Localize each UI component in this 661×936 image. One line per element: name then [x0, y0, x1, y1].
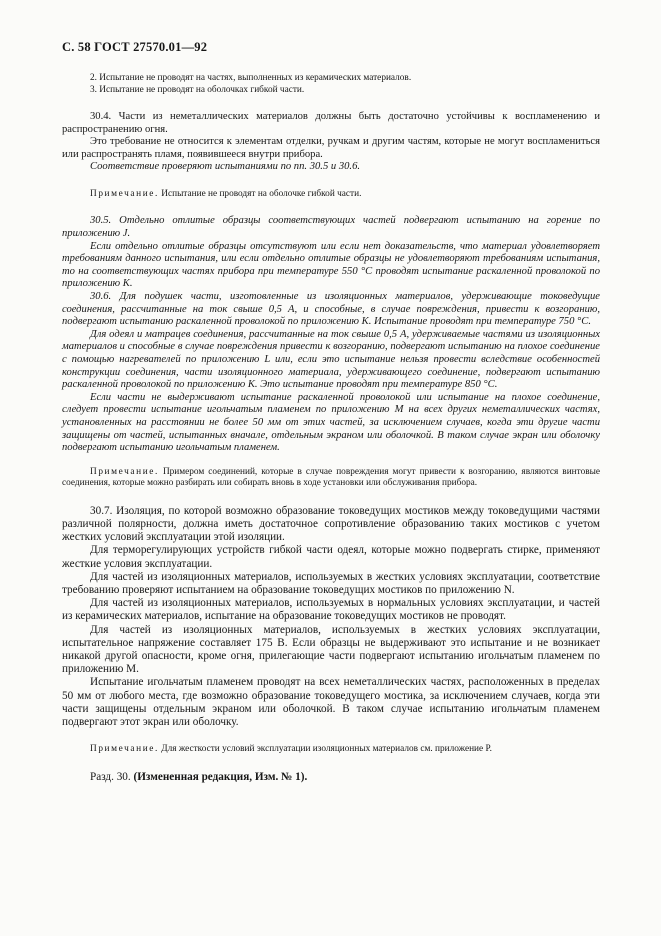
clause-30-6: 30.6. Для подушек части, изготовленные из изоляционных материалов, удерживающие токоведущие соединения, рассчитанные на ток свыше 0,5 А, и способные, в случае повреждения, привести к возгоранию, подвергают испытанию раскаленной проволокой по приложению K. Испытание проводят при температуре 750 °С. [62, 291, 600, 328]
clause-30-7-p6: Испытание игольчатым пламенем проводят на всех неметаллических частях, расположенных в пределах 50 мм от любого места, где возможно образование токоведущего мостика, за исключением случаев, когда эти части защищены отдельным экраном или оболочкой. В таком случае испытанию игольчатым пламенем подвергают этот экран или оболочку. [62, 676, 600, 728]
clause-30-7-p3: Для частей из изоляционных материалов, используемых в жестких условиях эксплуатации, соответствие требованию проверяют испытанием на образование токоведущих мостиков по приложению N. [62, 570, 600, 596]
note-30-6 [62, 467, 600, 490]
note-label: Примечание. [90, 188, 159, 199]
note-top-3: 3. Испытание не проводят на оболочках гибкой части. [90, 84, 305, 95]
note-top-2: 2. Испытание не проводят на частях, выполненных из керамических материалов. [90, 73, 412, 83]
clause-30-7-p2: Для терморегулирующих устройств гибкой части одеял, которые можно подвергать стирке, применяют жесткие условия эксплуатации. [62, 544, 600, 570]
page-header: С. 58 ГОСТ 27570.01—92 [62, 40, 208, 54]
note-30-7 [62, 744, 600, 756]
amendment-prefix: Разд. 30. [90, 770, 131, 783]
note-30-4 [62, 189, 600, 201]
clause-30-6-p3: Если части не выдерживают испытание раскаленной проволокой или испытание на плохое соединение, следует провести испытание игольчатым пламенем по приложению M на всех других неметаллических частях, установленных на расстоянии не более 50 мм от этих частей, за исключением случаев, когда эти другие части защищены от частей, испытанных вначале, отдельным экраном или оболочкой. В таком случае экран или оболочку подвергают испытанию игольчатым пламенем. [62, 391, 600, 454]
clause-30-5: 30.5. Отдельно отлитые образцы соответствующих частей подвергают испытанию на горение по приложению J. [62, 215, 600, 240]
clause-30-7: 30.7. Изоляция, по которой возможно образование токоведущих мостиков между токоведущими частями различной полярности, должна иметь достаточное сопротивление образованию таких мостиков с учетом жестких условий эксплуатации этой изоляции. [62, 504, 600, 544]
note-text: Испытание не проводят на оболочке гибкой части. [161, 188, 362, 199]
amendment-note [62, 771, 600, 784]
clause-30-7-p5: Для частей из изоляционных материалов, используемых в жестких условиях эксплуатации, испытательное напряжение составляет 175 В. Если образцы не выдерживают это испытание и не возникает никакой другой опасности, кроме огня, прилегающие части подвергают испытанию игольчатым пламенем по приложению M. [62, 623, 600, 676]
amendment-text: (Измененная редакция, Изм. № 1). [133, 770, 308, 783]
document-page [62, 40, 600, 784]
note-label: Примечание. [90, 744, 159, 755]
clause-30-4-compliance: Соответствие проверяют испытаниями по пп. 30.5 и 30.6. [90, 161, 361, 173]
note-label: Примечание. [90, 466, 159, 477]
clause-30-6-p2: Для одеял и матрацев соединения, рассчитанные на ток свыше 0,5 А, удерживаемые частями из изоляционных материалов и способные в случае повреждения привести к возгоранию, подвергают испытанию на плохое соединение с помощью нагревателей по приложению L или, если это испытание нельзя провести вследствие особенностей конструкции соединения, части изоляционного материала, удерживающего соединение, подвергают испытанию раскаленной проволокой по приложению K. Это испытание проводят при температуре 850 °С. [62, 328, 600, 391]
clause-30-5-p2: Если отдельно отлитые образцы отсутствуют или если нет доказательств, что материал удовлетворяет требованиям данного испытания, или если отдельно отлитые образцы не удовлетворяют требованиям испытания, то на соответствующих частях прибора при температуре 550 °С проводят испытание раскаленной проволокой по приложению K. [62, 240, 600, 290]
clause-30-7-p4: Для частей из изоляционных материалов, используемых в нормальных условиях эксплуатации, и частей из керамических материалов, испытание на образование токоведущих мостиков не проводят. [62, 597, 600, 623]
clause-30-4: 30.4. Части из неметаллических материалов должны быть достаточно устойчивы к воспламенению и распространению огня. [62, 111, 600, 135]
clause-30-4-exception: Это требование не относится к элементам отделки, ручкам и другим частям, которые не могут воспламениться или распространять пламя, появившееся внутри прибора. [62, 136, 600, 160]
note-text: Для жесткости условий эксплуатации изоляционных материалов см. приложение P. [161, 744, 492, 755]
note-text: Примером соединений, которые в случае повреждения могут привести к возгоранию, являются винтовые соединения, которые можно разбирать или собирать вновь в ходе установки или обслуживания прибора. [62, 466, 600, 489]
